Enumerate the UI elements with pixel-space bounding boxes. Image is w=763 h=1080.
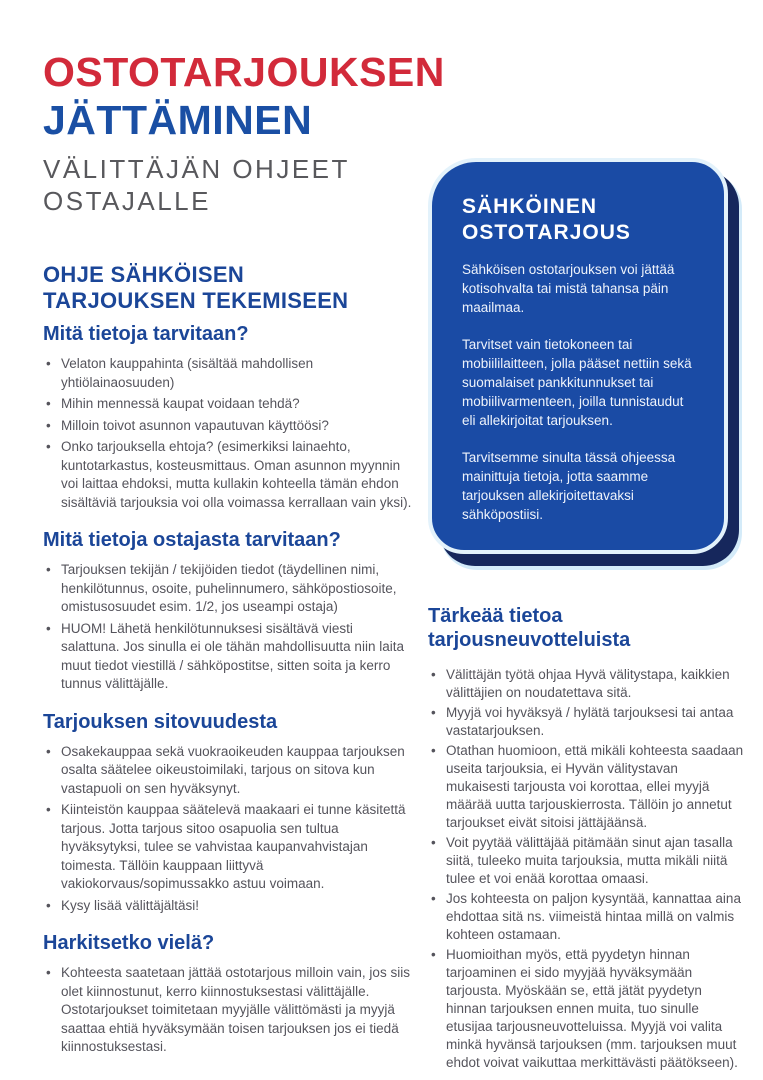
list-item: • Mihin mennessä kaupat voidaan tehdä?	[43, 395, 415, 414]
list-item: • Voit pyytää välittäjää pitämään sinut ajan tasalla siitä, tuleeko muita tarjouksia, mutta mikäli niitä tulee et voi enää korottaa omaasi.	[428, 834, 745, 888]
group-required-info	[43, 322, 415, 512]
group-buyer-info	[43, 528, 415, 694]
bullet-list	[43, 964, 415, 1057]
list-item: • Välittäjän työtä ohjaa Hyvä välitystapa, kaikkien välittäjien on noudatettava sitä.	[428, 666, 745, 702]
page-title-line-1: OSTOTARJOUKSEN	[43, 49, 445, 95]
right-column	[428, 158, 745, 1074]
list-item: • Huomioithan myös, että pyydetyn hinnan tarjoaminen ei sido myyjää hyväksymään tarjousta. Myöskään se, että jätät pyydetyn hinnan tarjouksen ennen muita, tuo sinulle etusijaa tarjousneuvotteluissa. Myyjä voi valita minkä hyvänsä tarjouksen (mm. tarjouksen muut ehdot voivat vaikuttaa merkittävästi päätökseen).	[428, 946, 745, 1072]
group-heading: Tarjouksen sitovuudesta	[43, 710, 278, 733]
group-heading: Mitä tietoja ostajasta tarvitaan?	[43, 529, 341, 551]
list-item: • Kysy lisää välittäjältäsi!	[43, 897, 415, 916]
list-item: • Kiinteistön kauppaa säätelevä maakaari ei tunne käsitettä tarjous. Jotta tarjous sitoo osapuolia sen tultua hyväksytyksi, tulee se vahvistaa kaupanvahvistajan toimesta. Tällöin kauppaan liittyvä vakiokorvaus/sopimussakko astuu voimaan.	[43, 801, 415, 894]
list-item: • Otathan huomioon, että mikäli kohteesta saadaan useita tarjouksia, ei Hyvän välitystavan mukaisesti tarjousta voi korottaa, ellei myyjä määrää uutta tarjouskierrosta. Tällöin jo annetut tarjoukset eivät sitoisi jättäjäänsä.	[428, 742, 745, 832]
header	[43, 48, 443, 217]
group-heading: Harkitsetko vielä?	[43, 932, 215, 954]
list-item: • Kohteesta saatetaan jättää ostotarjous milloin vain, jos siis olet kiinnostunut, kerro kiinnostuksestasi välittäjälle. Ostotarjoukset toimitetaan myyjälle välittömästi ja myyjä saattaa ehtiä hyväksymään toisen tarjouksen jos ei tiedä kiinnostuksestasi.	[43, 964, 415, 1057]
card-paragraph: Tarvitset vain tietokoneen tai mobiililaitteen, jolla pääset nettiin sekä suomalaiset pankkitunnukset tai mobiilivarmenteen, joilla tunnistaudut eli allekirjoitat tarjouksen.	[462, 337, 692, 428]
card-paragraph: Tarvitsemme sinulta tässä ohjeessa mainittuja tietoja, jotta saamme tarjouksen allekirjoitettavaksi sähköpostiisi.	[462, 450, 676, 522]
bullet-list	[43, 561, 415, 694]
left-column	[43, 262, 415, 1060]
electronic-offer-card	[428, 158, 728, 554]
page-title-line-2: JÄTTÄMINEN	[43, 97, 313, 143]
card-paragraph: Sähköisen ostotarjouksen voi jättää kotisohvalta tai mistä tahansa päin maailmaa.	[462, 262, 675, 315]
list-item: • Jos kohteesta on paljon kysyntää, kannattaa aina ehdottaa sitä ns. viimeistä hintaa millä on valmis kohteen ostamaan.	[428, 890, 745, 944]
bullet-list	[43, 743, 415, 916]
page-title	[43, 48, 443, 144]
card-title: SÄHKÖINEN OSTOTARJOUS	[462, 195, 631, 244]
group-offer-bindingness	[43, 710, 415, 916]
bullet-list	[428, 666, 745, 1072]
list-item: • HUOM! Lähetä henkilötunnuksesi sisältävä viesti salattuna. Jos sinulla ei ole tähän mahdollisuutta niin laita muut tiedot viestillä / sähköpostitse, sitten soita ja kerro tunnus välittäjälle.	[43, 620, 415, 694]
page-subtitle: VÄLITTÄJÄN OHJEET OSTAJALLE	[43, 154, 350, 216]
list-item: • Osakekauppaa sekä vuokraoikeuden kauppaa tarjouksen osalta säätelee oikeustoimilaki, tarjous on sitova kun vastapuoli on sen hyväksynyt.	[43, 743, 415, 799]
group-still-considering	[43, 931, 415, 1057]
list-item: • Velaton kauppahinta (sisältää mahdollisen yhtiölainaosuuden)	[43, 355, 415, 392]
list-item: • Milloin toivot asunnon vapautuvan käyttöösi?	[43, 417, 415, 436]
heading-negotiation-info: Tärkeää tietoa tarjousneuvotteluista	[428, 605, 631, 651]
list-item: • Onko tarjouksella ehtoja? (esimerkiksi lainaehto, kuntotarkastus, kosteusmittaus. Oman asunnon myynnin voi laittaa ehdoksi, mutta kullakin kohteella tämän ehdon sisältäviä tarjouksia voi olla voimassa kerrallaan vain yksi).	[43, 438, 415, 512]
list-item: • Myyjä voi hyväksyä / hylätä tarjouksesi tai antaa vastatarjouksen.	[428, 704, 745, 740]
section-heading-instructions: OHJE SÄHKÖISEN TARJOUKSEN TEKEMISEEN	[43, 262, 349, 313]
group-heading: Mitä tietoja tarvitaan?	[43, 323, 249, 345]
list-item: • Tarjouksen tekijän / tekijöiden tiedot (täydellinen nimi, henkilötunnus, osoite, puhelinnumero, sähköpostiosoite, omistusosuudet esim. 1/2, jos useampi ostaja)	[43, 561, 415, 617]
bullet-list	[43, 355, 415, 512]
